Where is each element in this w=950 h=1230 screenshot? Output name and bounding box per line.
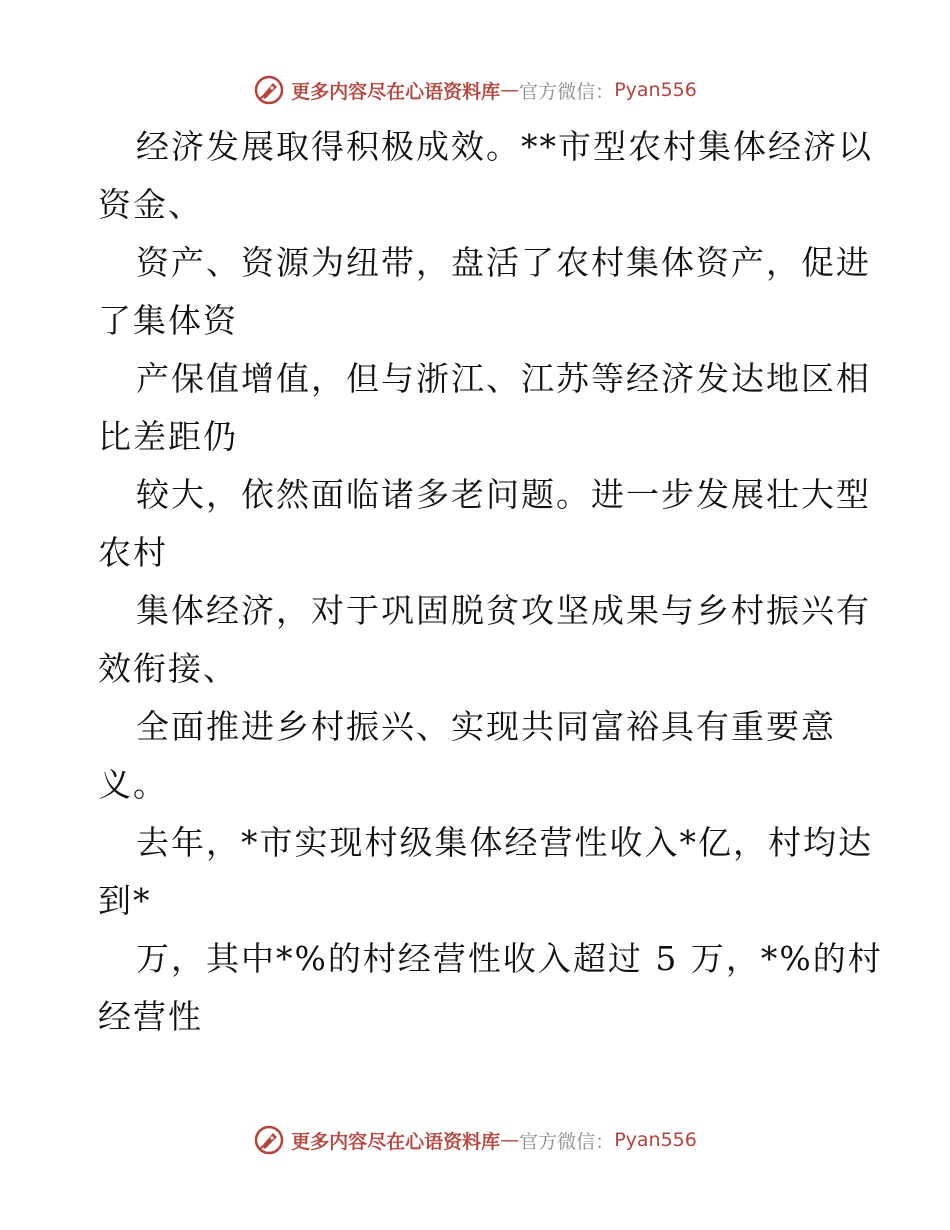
text-line: 去年，*市实现村级集体经营性收入*亿，村均达 [136,823,873,862]
watermark-wechat-id: Pyan556 [614,79,697,101]
text-line: 较大，依然面临诸多老问题。进一步发展壮大型 [136,475,871,514]
watermark-wechat-label: 官方微信： [519,80,615,103]
pen-nib-logo-icon [253,1124,285,1156]
text-line: 产保值增值，但与浙江、江苏等经济发达地区相 [136,359,871,398]
pen-nib-logo-icon [253,74,285,106]
text-line: 资金、 [98,185,203,224]
text-line: 全面推进乡村振兴、实现共同富裕具有重要意 [136,707,836,746]
watermark-wechat-id: Pyan556 [614,1129,697,1151]
text-line: 义。 [98,765,168,804]
watermark-dash: — [500,79,520,101]
text-line: 经营性 [98,997,203,1036]
watermark-brand: 更多内容尽在心语资料库 [291,1130,501,1153]
text-line: 资产、资源为纽带，盘活了农村集体资产，促进 [136,243,871,282]
document-body [98,118,883,1046]
watermark-brand: 更多内容尽在心语资料库 [291,80,501,103]
text-line: 经济发展取得积极成效。**市型农村集体经济以 [136,127,873,166]
text-line: 集体经济，对于巩固脱贫攻坚成果与乡村振兴有 [136,591,871,630]
text-line: 农村 [98,533,168,572]
watermark-dash: — [500,1129,520,1151]
watermark-wechat-label: 官方微信： [519,1130,615,1153]
text-line: 比差距仍 [98,417,238,456]
text-line: 了集体资 [98,301,238,340]
header-watermark [0,70,950,110]
text-line: 万，其中*%的村经营性收入超过 5 万，*%的村 [136,939,883,978]
footer-watermark [0,1120,950,1160]
text-line: 到* [98,881,152,920]
text-line: 效衔接、 [98,649,238,688]
